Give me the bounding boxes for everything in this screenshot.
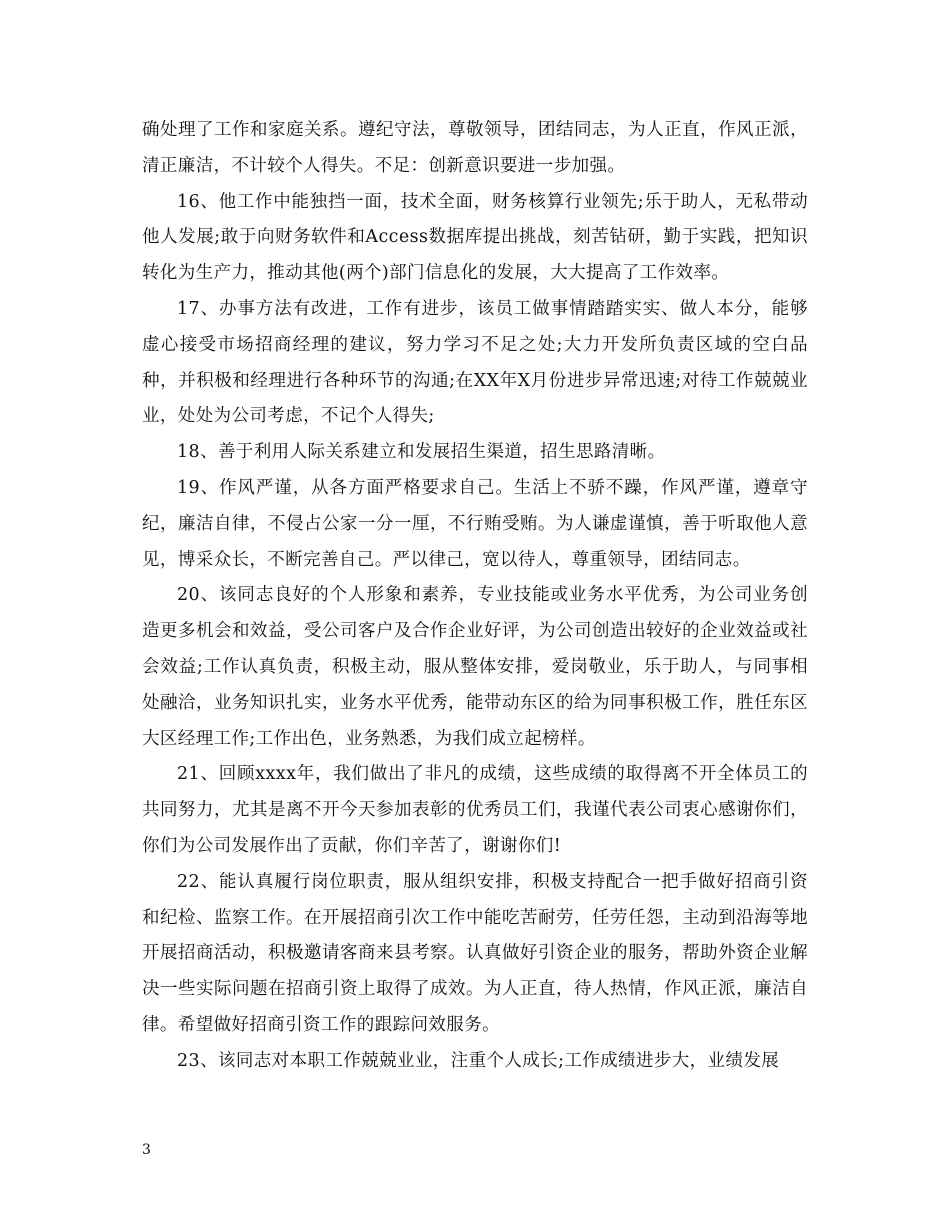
paragraph-item-20: 20、该同志良好的个人形象和素养，专业技能或业务水平优秀，为公司业务创造更多机会和效益，受公司客户及合作企业好评，为公司创造出较好的企业效益或社会效益;工作认真负责，积极主动，服从整体安排，爱岗敬业，乐于助人，与同事相处融洽，业务知识扎实，业务水平优秀，能带动东区的给为同事积极工作，胜任东区大区经理工作;工作出色，业务熟悉，为我们成立起榜样。: [142, 585, 808, 749]
paragraph-item-19: 19、作风严谨，从各方面严格要求自己。生活上不骄不躁，作风严谨，遵章守纪，廉洁自律，不侵占公家一分一厘，不行贿受贿。为人谦虚谨慎，善于听取他人意见，博采众长，不断完善自己。严以律己，宽以待人，尊重领导，团结同志。: [142, 477, 808, 570]
page-number: 3: [142, 1142, 151, 1158]
paragraph-item-21: 21、回顾xxxx年，我们做出了非凡的成绩，这些成绩的取得离不开全体员工的共同努力，尤其是离不开今天参加表彰的优秀员工们，我谨代表公司衷心感谢你们，你们为公司发展作出了贡献，你们辛苦了，谢谢你们!: [142, 764, 808, 856]
document-body: [142, 113, 808, 1080]
paragraph-item-17: 17、办事方法有改进，工作有进步，该员工做事情踏踏实实、做人本分，能够虚心接受市场招商经理的建议，努力学习不足之处;大力开发所负责区域的空白品种，并积极和经理进行各种环节的沟通;在XX年X月份进步异常迅速;对待工作兢兢业业，处处为公司考虑，不记个人得失;: [142, 298, 808, 427]
paragraph-item-18: 18、善于利用人际关系建立和发展招生渠道，招生思路清晰。: [177, 442, 666, 463]
paragraph-item-23: 23、该同志对本职工作兢兢业业，注重个人成长;工作成绩进步大，业绩发展: [177, 1050, 780, 1071]
paragraph-continuation: 确处理了工作和家庭关系。遵纪守法，尊敬领导，团结同志，为人正直，作风正派，清正廉洁，不计较个人得失。不足：创新意识要进一步加强。: [142, 120, 808, 176]
paragraph-item-22: 22、能认真履行岗位职责，服从组织安排，积极支持配合一把手做好招商引资和纪检、监察工作。在开展招商引次工作中能吃苦耐劳，任劳任怨，主动到沿海等地开展招商活动，积极邀请客商来县考察。认真做好引资企业的服务，帮助外资企业解决一些实际问题在招商引资上取得了成效。为人正直，待人热情，作风正派，廉洁自律。希望做好招商引资工作的跟踪问效服务。: [142, 871, 808, 1035]
paragraph-item-16: 16、他工作中能独挡一面，技术全面，财务核算行业领先;乐于助人，无私带动他人发展;敢于向财务软件和Access数据库提出挑战，刻苦钻研，勤于实践，把知识转化为生产力，推动其他(两个)部门信息化的发展，大大提高了工作效率。: [142, 191, 808, 284]
